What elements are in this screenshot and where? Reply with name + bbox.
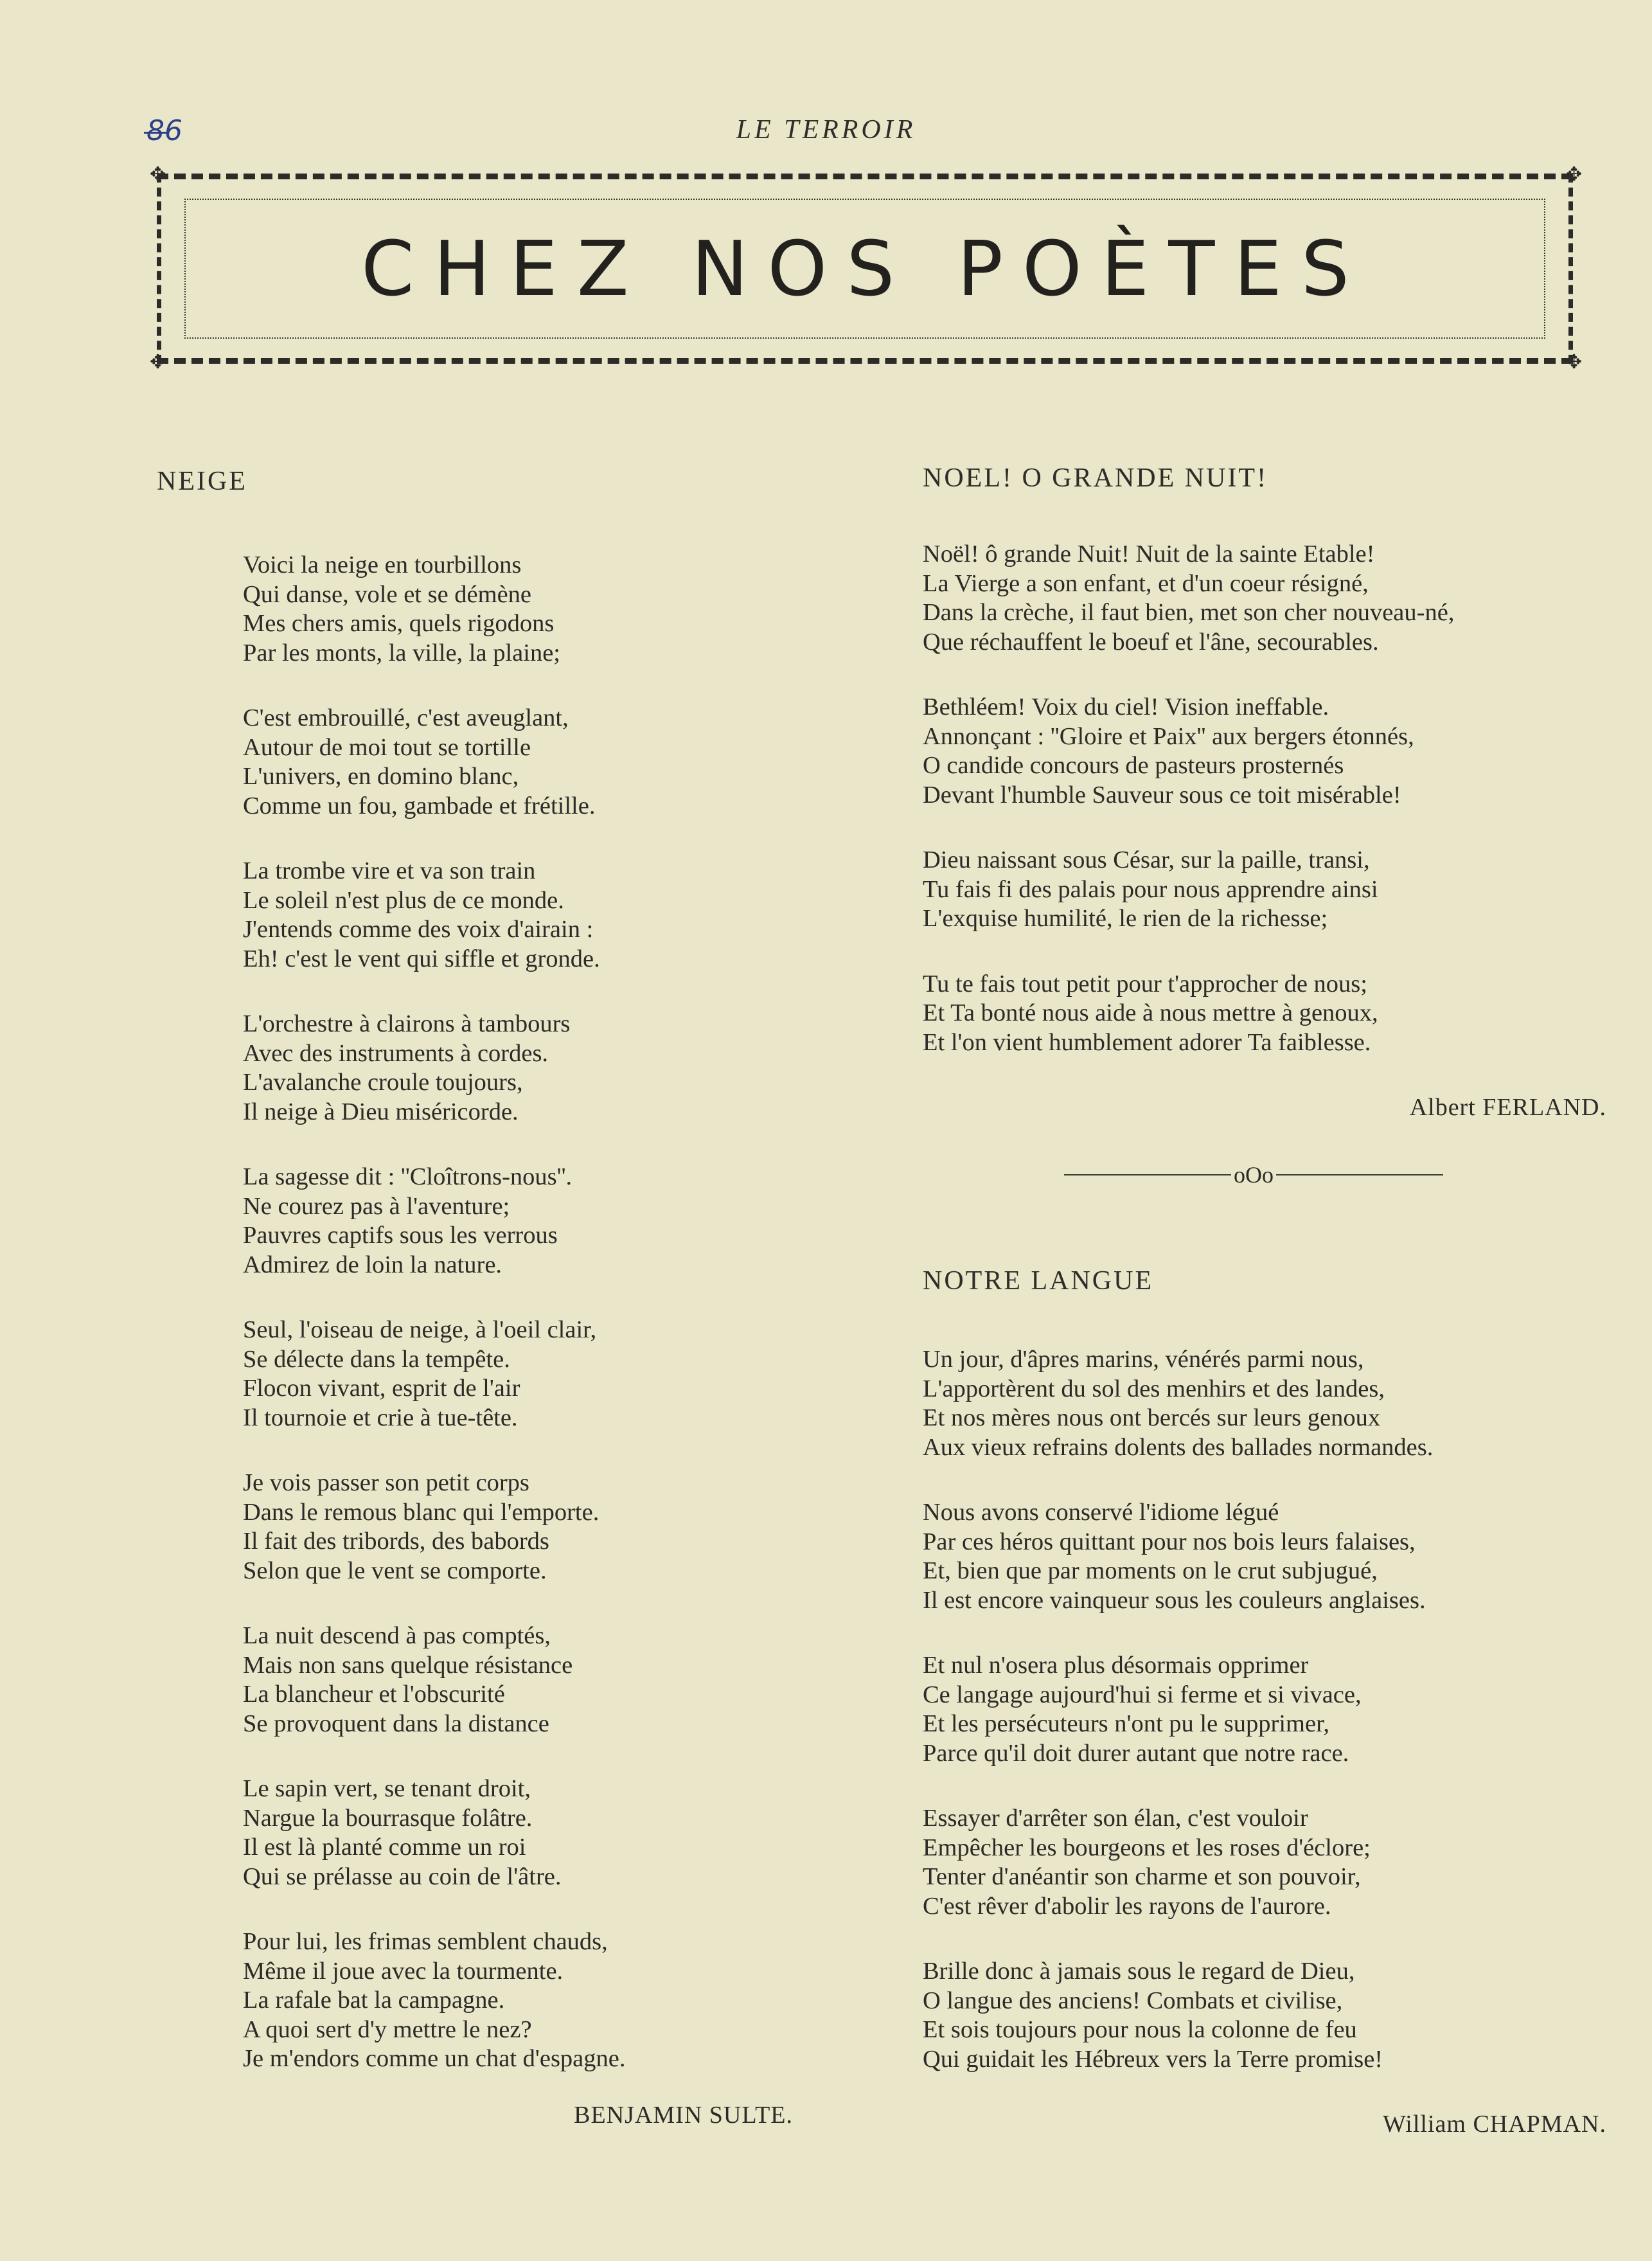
verse-line: Avec des instruments à cordes. (243, 1039, 549, 1067)
verse-line: La blancheur et l'obscurité (243, 1681, 505, 1708)
stanza (923, 1498, 1617, 1615)
stanza (923, 1804, 1617, 1921)
verse-line: L'apportèrent du sol des menhirs et des landes, (923, 1375, 1385, 1402)
section-title: CHEZ NOS POÈTES (361, 224, 1369, 313)
verse-line: L'avalanche croule toujours, (243, 1069, 523, 1096)
verse-line: Tu te fais tout petit pour t'approcher de nous; (923, 970, 1367, 997)
verse-line: O langue des anciens! Combats et civilise, (923, 1987, 1343, 2014)
stanza (243, 857, 838, 974)
verse-line: L'univers, en domino blanc, (243, 763, 519, 790)
verse-line: Et l'on vient humblement adorer Ta faiblesse. (923, 1028, 1371, 1056)
verse-line: Il est encore vainqueur sous les couleurs anglaises. (923, 1586, 1426, 1614)
verse-line: Ce langage aujourd'hui si ferme et si vivace, (923, 1681, 1362, 1708)
crossed-page-number: 8 (147, 114, 164, 147)
stanza (243, 1622, 838, 1738)
verse-line: Mais non sans quelque résistance (243, 1651, 573, 1679)
stanza (243, 1774, 838, 1891)
verse-line: L'orchestre à clairons à tambours (243, 1010, 571, 1037)
stanza (923, 970, 1617, 1058)
stanza (243, 1927, 838, 2074)
verse-line: Seul, l'oiseau de neige, à l'oeil clair, (243, 1316, 597, 1343)
verse-line: Et Ta bonté nous aide à nous mettre à genoux, (923, 999, 1378, 1026)
verse-line: La sagesse dit : ''Cloîtrons-nous''. (243, 1163, 573, 1190)
verse-line: Un jour, d'âpres marins, vénérés parmi nous, (923, 1346, 1364, 1373)
verse-line: Bethléem! Voix du ciel! Vision ineffable. (923, 693, 1329, 720)
stanza (923, 846, 1617, 934)
running-title: LE TERROIR (736, 115, 916, 145)
verse-line: Autour de moi tout se tortille (243, 733, 531, 761)
verse-line: Et sois toujours pour nous la colonne de feu (923, 2016, 1357, 2043)
poem-author-langue: William CHAPMAN. (1382, 2111, 1606, 2138)
verse-line: Le sapin vert, se tenant droit, (243, 1775, 531, 1802)
verse-line: La rafale bat la campagne. (243, 1987, 505, 2014)
verse-line: Pour lui, les frimas semblent chauds, (243, 1928, 608, 1955)
verse-line: Dieu naissant sous César, sur la paille, transi, (923, 846, 1370, 873)
stanza (923, 1345, 1617, 1462)
poem-author-noel: Albert FERLAND. (1409, 1094, 1606, 1121)
verse-line: Mes chers amis, quels rigodons (243, 610, 555, 637)
verse-line: Noël! ô grande Nuit! Nuit de la sainte Etable! (923, 541, 1375, 567)
verse-line: Tenter d'anéantir son charme et son pouvoir, (923, 1863, 1361, 1890)
verse-line: C'est embrouillé, c'est aveuglant, (243, 704, 569, 731)
left-column (157, 466, 838, 2129)
verse-line: Admirez de loin la nature. (243, 1251, 502, 1278)
verse-line: Et les persécuteurs n'ont pu le supprimer, (923, 1710, 1329, 1737)
stanza (923, 1957, 1617, 2074)
verse-line: Il neige à Dieu miséricorde. (243, 1098, 519, 1125)
separator-rule-right (1276, 1174, 1443, 1175)
verse-line: Se provoquent dans la distance (243, 1710, 549, 1737)
stanza (923, 693, 1617, 810)
stanza (243, 704, 838, 821)
verse-line: Même il joue avec la tourmente. (243, 1957, 564, 1985)
verse-line: Et, bien que par moments on le crut subjugué, (923, 1557, 1378, 1584)
verse-line: Par les monts, la ville, la plaine; (243, 639, 560, 666)
verse-line: Le soleil n'est plus de ce monde. (243, 886, 564, 914)
verse-line: C'est rêver d'abolir les rayons de l'aurore. (923, 1892, 1331, 1920)
stanza (243, 1469, 838, 1586)
corner-ornament-icon: ✥ (150, 351, 166, 373)
poem-title-noel: NOEL! O GRANDE NUIT! (923, 463, 1268, 493)
verse-line: Je vois passer son petit corps (243, 1469, 529, 1496)
stanza (923, 540, 1617, 657)
section-title-frame (150, 163, 1583, 373)
ornamental-separator (923, 1161, 1617, 1188)
verse-line: Nous avons conservé l'idiome légué (923, 1499, 1279, 1526)
stanza (243, 1010, 838, 1127)
verse-line: Qui danse, vole et se démène (243, 580, 532, 608)
corrected-page-number: 6 (164, 114, 182, 147)
verse-line: A quoi sert d'y mettre le nez? (243, 2015, 532, 2043)
right-column (923, 463, 1617, 2138)
verse-line: La nuit descend à pas comptés, (243, 1622, 551, 1649)
verse-line: Eh! c'est le vent qui siffle et gronde. (243, 945, 600, 972)
poem-body-noel (923, 540, 1617, 1057)
verse-line: L'exquise humilité, le rien de la richesse; (923, 905, 1328, 932)
verse-line: Que réchauffent le boeuf et l'âne, secourables. (923, 628, 1379, 656)
corner-ornament-icon: ✥ (150, 163, 166, 186)
verse-line: Dans la crèche, il faut bien, met son cher nouveau-né, (923, 599, 1455, 626)
verse-line: Se délecte dans la tempête. (243, 1345, 510, 1373)
verse-line: Il est là planté comme un roi (243, 1834, 526, 1861)
verse-line: Et nul n'osera plus désormais opprimer (923, 1652, 1309, 1679)
verse-line: Tu fais fi des palais pour nous apprendre ainsi (923, 875, 1378, 903)
stanza (243, 1163, 838, 1280)
corner-ornament-icon: ✥ (1566, 351, 1583, 373)
verse-line: Essayer d'arrêter son élan, c'est vouloir (923, 1805, 1308, 1832)
verse-line: La Vierge a son enfant, et d'un coeur résigné, (923, 569, 1369, 597)
separator-mark: oOo (1234, 1162, 1274, 1188)
verse-line: Empêcher les bourgeons et les roses d'éclore; (923, 1834, 1371, 1861)
poem-notre-langue (923, 1265, 1617, 2138)
verse-line: Pauvres captifs sous les verrous (243, 1222, 558, 1249)
verse-line: Brille donc à jamais sous le regard de Dieu, (923, 1958, 1355, 1985)
corner-ornament-icon: ✥ (1566, 163, 1583, 186)
verse-line: Il tournoie et crie à tue-tête. (243, 1404, 518, 1431)
verse-line: Ne courez pas à l'aventure; (243, 1192, 510, 1220)
stanza (243, 1316, 838, 1433)
verse-line: Selon que le vent se comporte. (243, 1557, 547, 1584)
verse-line: Nargue la bourrasque folâtre. (243, 1804, 533, 1832)
poem-author-neige: BENJAMIN SULTE. (574, 2101, 793, 2129)
verse-line: Flocon vivant, esprit de l'air (243, 1375, 520, 1402)
separator-rule-left (1064, 1174, 1231, 1175)
verse-line: Je m'endors comme un chat d'espagne. (243, 2045, 626, 2072)
verse-line: Dans le remous blanc qui l'emporte. (243, 1498, 600, 1526)
verse-line: Parce qu'il doit durer autant que notre race. (923, 1739, 1349, 1767)
poem-title-neige: NEIGE (157, 467, 247, 496)
poem-body-langue (923, 1345, 1617, 2074)
verse-line: Annonçant : ''Gloire et Paix'' aux bergers étonnés, (923, 722, 1414, 750)
verse-line: Comme un fou, gambade et frétille. (243, 792, 596, 819)
verse-line: Par ces héros quittant pour nos bois leurs falaises, (923, 1528, 1416, 1555)
verse-line: Il fait des tribords, des babords (243, 1528, 549, 1555)
verse-line: Et nos mères nous ont bercés sur leurs genoux (923, 1404, 1381, 1431)
poem-body-neige (157, 551, 838, 2074)
verse-line: La trombe vire et va son train (243, 857, 536, 884)
verse-line: J'entends comme des voix d'airain : (243, 916, 594, 943)
verse-line: Qui guidait les Hébreux vers la Terre promise! (923, 2045, 1383, 2073)
poem-title-langue: NOTRE LANGUE (923, 1266, 1154, 1296)
verse-line: Devant l'humble Sauveur sous ce toit misérable! (923, 781, 1401, 809)
verse-line: O candide concours de pasteurs prosternés (923, 752, 1344, 779)
verse-line: Voici la neige en tourbillons (243, 551, 522, 578)
verse-line: Qui se prélasse au coin de l'âtre. (243, 1863, 562, 1890)
verse-line: Aux vieux refrains dolents des ballades normandes. (923, 1433, 1434, 1461)
stanza (243, 551, 838, 668)
stanza (923, 1651, 1617, 1768)
